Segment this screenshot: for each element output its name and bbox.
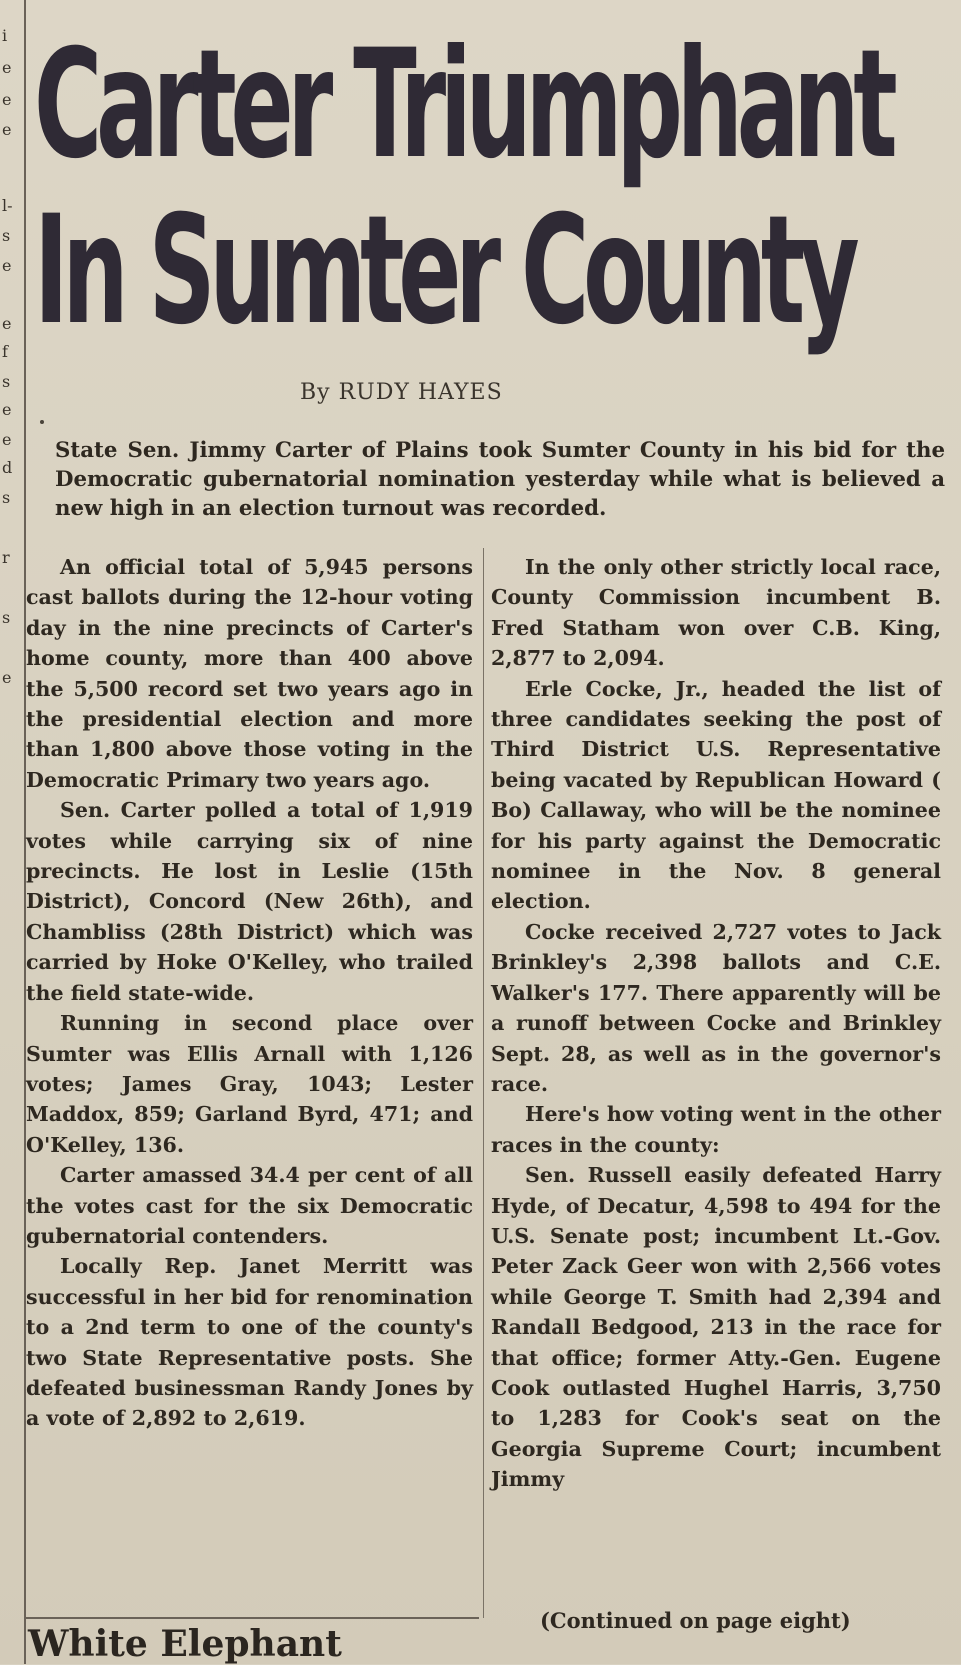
column-rule-middle — [483, 548, 484, 1618]
headline-line-1: Carter Triumphant — [34, 18, 892, 192]
edge-char: e — [2, 314, 12, 333]
paragraph: Here's how voting went in the other races in the county: — [491, 1102, 941, 1157]
edge-char: e — [2, 256, 12, 275]
edge-char: e — [2, 668, 12, 687]
paragraph: An official total of 5,945 persons cast ballots during the 12-hour voting day in the nine precincts of Carter's home county, more than 400 above the 5,500 record set two years ago in the presidential election and more than 1,800 above those voting in the Democratic Primary two years ago. — [26, 555, 473, 792]
paragraph: Erle Cocke, Jr., headed the list of three candidates seeking the post of Third District U.S. Representative being vacated by Republican Howard ( Bo) Callaway, who will be the nominee for his party against the Democratic nominee in the Nov. 8 general election. — [491, 676, 941, 914]
edge-char: e — [2, 430, 12, 449]
edge-char: s — [2, 608, 11, 627]
paragraph: Carter amassed 34.4 per cent of all the votes cast for the six Democratic gubernatorial contenders. — [26, 1163, 473, 1248]
edge-char: r — [2, 548, 10, 567]
adjacent-column-edge — [0, 0, 22, 1664]
edge-char: s — [2, 488, 11, 507]
next-article-headline: White Elephant — [28, 1623, 342, 1665]
byline: By RUDY HAYES — [300, 380, 503, 405]
edge-char: f — [2, 342, 8, 361]
paragraph: Sen. Carter polled a total of 1,919 votes while carrying six of nine precincts. He lost in Leslie (15th District), Concord (New 26th), and Chambliss (28th District) which was carried by Hoke O'Kelley, who trailed the field state-wide. — [26, 798, 473, 1005]
headline — [34, 18, 892, 358]
paragraph: Locally Rep. Janet Merritt was successful in her bid for renomination to a 2nd term to one of the county's two State Representative posts. She defeated businessman Randy Jones by a vote of 2,892 to 2,619. — [26, 1254, 473, 1431]
lead-paragraph: State Sen. Jimmy Carter of Plains took Sumter County in his bid for the Democratic gubernatorial nomination yesterday while what is believed a new high in an election turnout was recorded. — [55, 438, 945, 521]
paragraph: Running in second place over Sumter was Ellis Arnall with 1,126 votes; James Gray, 1043; Lester Maddox, 859; Garland Byrd, 471; and O'Kelley, 136. — [26, 1011, 473, 1157]
right-column — [491, 552, 941, 1495]
edge-char: d — [2, 458, 13, 477]
continued-notice: (Continued on page eight) — [540, 1608, 851, 1633]
paragraph: Sen. Russell easily defeated Harry Hyde, of Decatur, 4,598 to 494 for the U.S. Senate post; incumbent Lt.-Gov. Peter Zack Geer won with 2,566 votes while George T. Smith had 2,394 and Randall Bedgood, 213 in the race for that office; former Atty.-Gen. Eugene Cook outlasted Hughel Harris, 3,750 to 1,283 for Cook's seat on the Georgia Supreme Court; incumbent Jimmy — [491, 1163, 941, 1492]
print-speck — [40, 420, 44, 424]
edge-char: e — [2, 58, 12, 77]
headline-line-2: In Sumter County — [34, 184, 854, 358]
paragraph: In the only other strictly local race, County Commission incumbent B. Fred Statham won over C.B. King, 2,877 to 2,094. — [491, 555, 941, 671]
edge-char: s — [2, 226, 11, 245]
article-divider — [24, 1617, 479, 1619]
paragraph: Cocke received 2,727 votes to Jack Brinkley's 2,398 ballots and C.E. Walker's 177. There apparently will be a runoff between Cocke and Brinkley Sept. 28, as well as in the governor's race. — [491, 919, 941, 1096]
edge-char: i — [2, 26, 8, 45]
edge-char: l- — [2, 196, 13, 215]
edge-char: e — [2, 90, 12, 109]
edge-char: s — [2, 372, 11, 391]
edge-char: e — [2, 400, 12, 419]
left-column — [26, 552, 473, 1434]
edge-char: e — [2, 120, 12, 139]
